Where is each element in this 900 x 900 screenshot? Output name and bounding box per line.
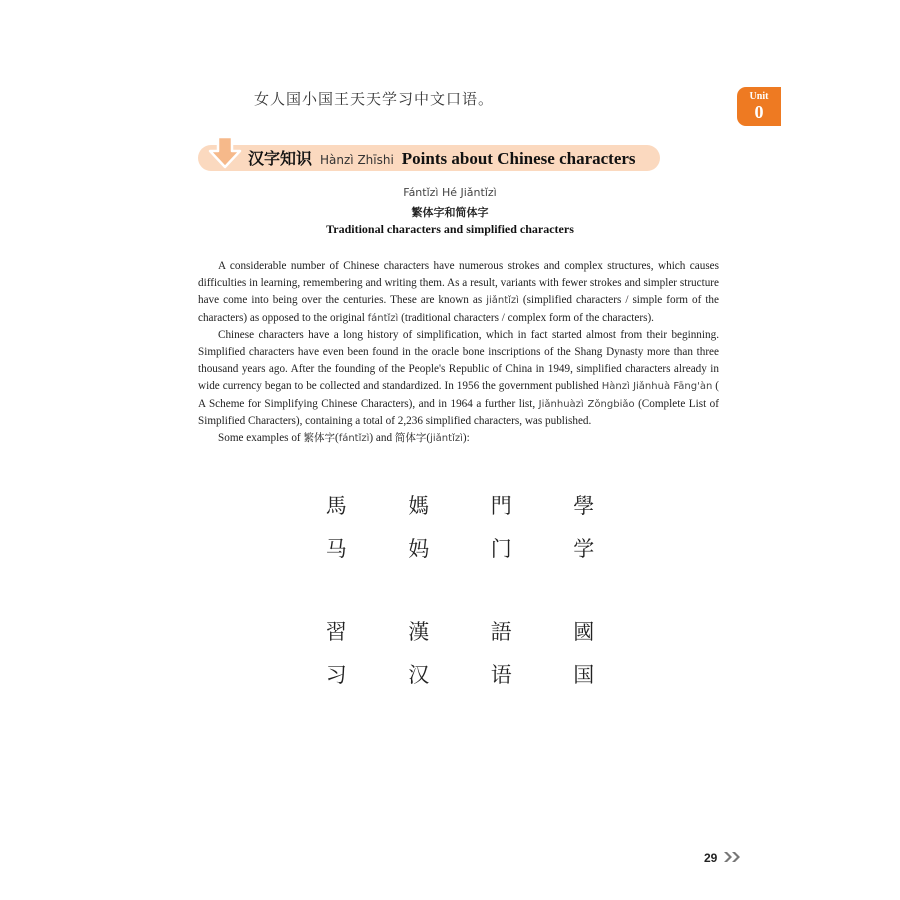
p3-chinese-jiantizi: 简体字 (394, 432, 427, 445)
p1-pinyin-jiantizi: jiǎntǐzì (486, 295, 519, 307)
p2-text-e: (Complete List of Simplified Characters), containing a total of 2,236 simplified characters, was published. (198, 397, 719, 427)
simplified-char: 门 (490, 537, 512, 561)
p1-text-e: (traditional characters / complex form of the characters). (398, 311, 654, 324)
row-spacer (295, 571, 625, 611)
p3-text-a: Some examples of (218, 432, 304, 445)
paragraph-1 (198, 258, 719, 327)
p3-pinyin-fantizi: fántǐzì (338, 433, 370, 445)
subheading-pinyin: Fántǐzì Hé Jiǎntǐzì (403, 186, 497, 199)
p3-text-c: ( (334, 432, 339, 445)
p2-text-a: Chinese characters have a long history of simplification, which in fact started almost from their beginning. Simplified characters have even been found in the oracle bone inscriptions of the Shang Dynasty more than three thousand years ago. After the founding of the People's Republic of China in 1949, simplified characters already in wide currency began to be collected and standardized. In 1956 the government published (198, 328, 719, 393)
traditional-char: 學 (573, 494, 595, 518)
subheading-chinese: 繁体字和简体字 (411, 206, 489, 219)
unit-number: 0 (754, 102, 764, 122)
p2-pinyin-list: Jiǎnhuàzì Zǒngbiǎo (538, 398, 635, 410)
traditional-char: 國 (573, 620, 595, 644)
simplified-char: 妈 (408, 537, 430, 561)
unit-label: Unit (749, 91, 769, 102)
p3-text-g: ( (426, 432, 431, 445)
p3-pinyin-jiantizi: jiǎntǐzì (430, 433, 463, 445)
example-characters (295, 485, 625, 697)
simplified-char: 学 (573, 537, 595, 561)
section-title (248, 146, 636, 172)
traditional-char: 漢 (408, 620, 430, 644)
traditional-char: 馬 (325, 494, 347, 518)
section-title-chinese: 汉字知识 (248, 149, 313, 168)
unit-badge (737, 87, 781, 126)
p3-text-i: ): (462, 432, 470, 445)
subheading-english: Traditional characters and simplified characters (326, 222, 574, 236)
p1-pinyin-fantizi: fántǐzì (367, 312, 399, 324)
simplified-char: 马 (325, 537, 347, 561)
p2-pinyin-scheme: Hànzì Jiǎnhuà Fāng'àn (601, 381, 713, 393)
paragraph-2 (198, 327, 719, 430)
p2-text-c: ( A Scheme for Simplifying Chinese Characters), and in 1964 a further list, (198, 380, 719, 410)
body-text (198, 258, 719, 447)
traditional-char: 語 (490, 620, 512, 644)
paragraph-3 (198, 430, 719, 447)
p1-text-a: A considerable number of Chinese characters have numerous strokes and complex structures, which causes difficulties in learning, remembering and writing them. As a result, variants with fewer strokes and simpler structure have come into being over the centuries. These are known as (198, 260, 719, 307)
traditional-char: 門 (490, 494, 512, 518)
double-chevron-right-icon (723, 851, 743, 863)
p1-text-c: (simplified characters / simple form of the characters) as opposed to the original (198, 294, 719, 324)
simplified-char: 国 (573, 663, 595, 687)
p3-chinese-fantizi: 繁体字 (303, 432, 335, 445)
page-number: 29 (704, 851, 718, 865)
traditional-char: 媽 (408, 494, 430, 518)
p3-text-e: ) and (369, 432, 395, 445)
traditional-char: 習 (325, 620, 347, 644)
section-title-pinyin: Hànzì Zhīshi (320, 153, 394, 167)
simplified-char: 语 (490, 663, 512, 687)
section-title-english: Points about Chinese characters (401, 149, 636, 168)
simplified-char: 习 (325, 663, 347, 687)
header-sentence: 女人国小国王天天学习中文口语。 (254, 90, 495, 108)
simplified-char: 汉 (408, 663, 430, 687)
down-arrow-icon (208, 135, 242, 169)
